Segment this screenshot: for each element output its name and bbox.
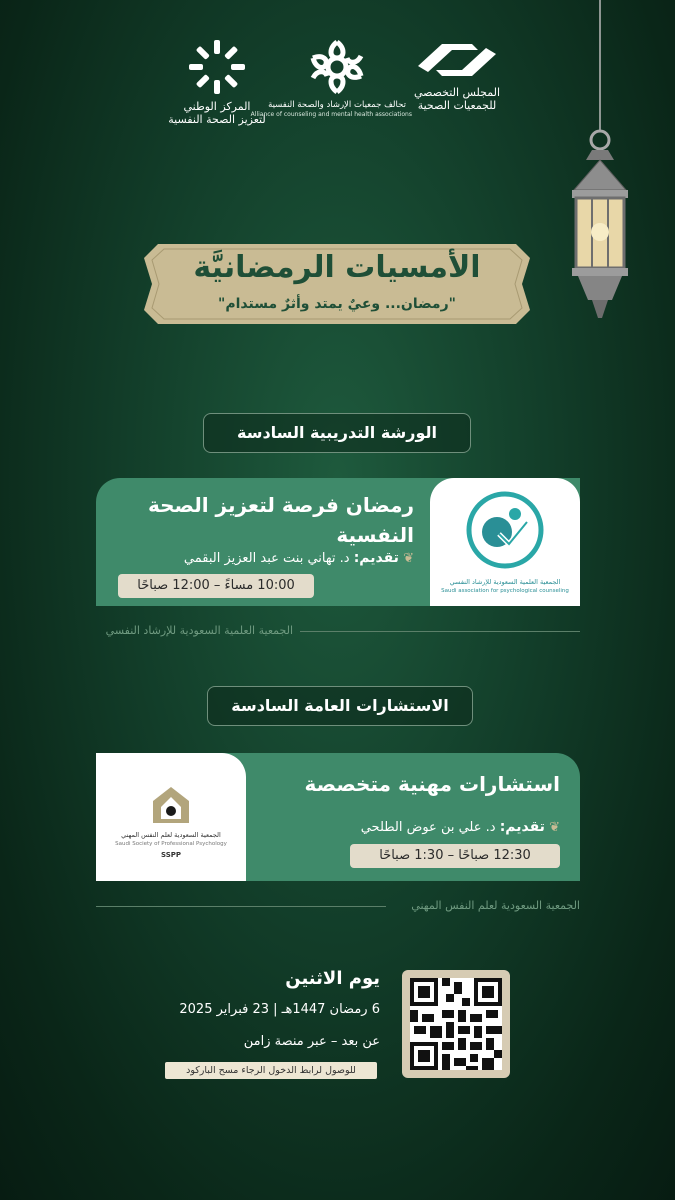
divider xyxy=(300,631,580,632)
workshop-presenter xyxy=(184,550,414,566)
national-center-logo-mark xyxy=(187,38,247,96)
leaf-icon: ❦ xyxy=(403,551,414,566)
workshop-org: الجمعية العلمية السعودية للإرشاد النفسي xyxy=(105,624,293,637)
logo-line-1: المركز الوطني xyxy=(183,100,251,113)
section1-label: الورشة التدريبية السادسة xyxy=(203,413,471,453)
logo-line-2: لتعزيز الصحة النفسية xyxy=(168,113,266,126)
psychology-logo-text-ar: الجمعية السعودية لعلم النفس المهني xyxy=(121,831,221,839)
event-date: 6 رمضان 1447هـ | 23 فبراير 2025 xyxy=(179,1002,380,1017)
psychology-society-logo xyxy=(96,753,246,881)
logo-line-2: للجمعيات الصحية xyxy=(417,99,497,112)
consultation-title: استشارات مهنية متخصصة xyxy=(304,772,560,796)
leaf-icon: ❦ xyxy=(549,820,560,835)
counseling-logo-text-en: Saudi association for psychological counseling xyxy=(441,588,569,594)
counseling-logo-mark xyxy=(465,490,545,570)
logo-line-1: تحالف جمعيات الإرشاد والصحة النفسية xyxy=(268,100,406,110)
council-logo-mark xyxy=(412,38,502,82)
scan-note: للوصول لرابط الدخول الرجاء مسح الباركود xyxy=(165,1062,377,1079)
consultation-card xyxy=(96,753,580,881)
qr-code-pattern xyxy=(410,978,502,1070)
event-platform: عن بعد – عبر منصة زامن xyxy=(243,1034,380,1049)
lantern-icon xyxy=(560,0,640,330)
consultation-presenter xyxy=(361,819,560,835)
logo-national-center xyxy=(142,38,292,126)
banner-subtitle: "رمضان... وعيٌ يمتد وأثرٌ مستدام" xyxy=(218,296,456,312)
psychology-logo-abbr: SSPP xyxy=(160,851,182,859)
logo-line-2: Alliance of counseling and mental health associations xyxy=(250,111,412,118)
divider xyxy=(96,906,386,907)
presenter-name: د. تهاني بنت عبد العزيز البقمي xyxy=(183,551,350,566)
alliance-logo-mark xyxy=(307,38,367,96)
counseling-association-logo xyxy=(430,478,580,606)
consultation-org: الجمعية السعودية لعلم النفس المهني xyxy=(411,899,580,912)
title-banner xyxy=(138,240,536,328)
logo-line-1: المجلس التخصصي xyxy=(413,86,501,99)
counseling-logo-text-ar: الجمعية العلمية السعودية للإرشاد النفسي xyxy=(449,578,561,586)
consultation-time: 12:30 صباحًا – 1:30 صباحًا xyxy=(350,844,560,868)
workshop-card xyxy=(96,478,580,606)
presenter-label: تقديم: xyxy=(499,819,545,835)
event-day: يوم الاثنين xyxy=(285,968,380,989)
psychology-logo-text-en: Saudi Society of Professional Psychology xyxy=(115,841,227,847)
section2-label: الاستشارات العامة السادسة xyxy=(207,686,473,726)
presenter-name: د. علي بن عوض الطلحي xyxy=(360,820,496,835)
banner-title: الأمسيات الرمضانيَّة xyxy=(193,250,481,285)
presenter-label: تقديم: xyxy=(353,550,399,566)
workshop-title: رمضان فرصة لتعزيز الصحة النفسية xyxy=(147,493,414,547)
qr-code[interactable] xyxy=(402,970,510,1078)
workshop-time: 10:00 مساءً – 12:00 صباحًا xyxy=(118,574,314,598)
psychology-logo-mark xyxy=(149,783,193,827)
